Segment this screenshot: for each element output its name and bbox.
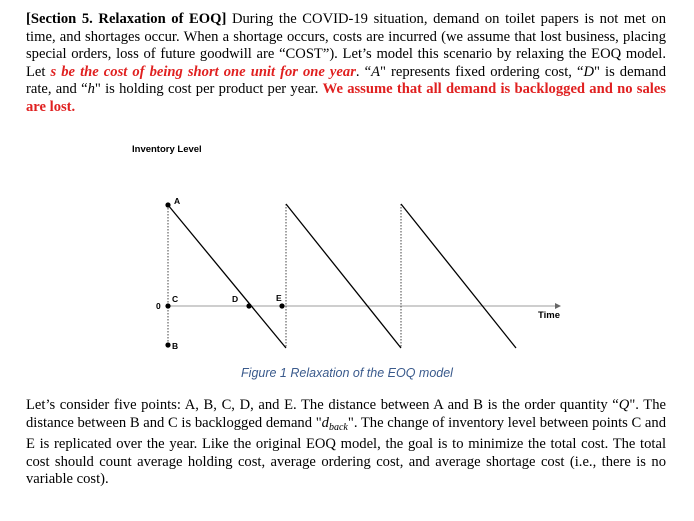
depletion-line-2: [286, 204, 401, 348]
x-axis-label: Time: [538, 310, 561, 321]
backlog-assumption: We assume that all demand is backlogged and no sales are lost.: [26, 81, 666, 115]
point-c-marker: [165, 303, 170, 308]
point-e-marker: [279, 303, 284, 308]
y-axis-label: Inventory Level: [132, 144, 202, 155]
body-paragraph: Let’s consider five points: A, B, C, D, and E. The distance between A and B is the order quantity “Q". The distance between B and C is backlogged demand "$d_{back}$". The change of inventory level between points C and E is replicated over the year. Like the original EOQ model, the goal is to minimize the total cost. The total cost should count average holding cost, average ordering cost, and average shortage cost (i.e., there is no variable cost).: [26, 397, 667, 488]
point-b-marker: [165, 342, 170, 347]
point-a-label: A: [174, 196, 181, 206]
point-d-marker: [246, 303, 251, 308]
figure-caption: Figure 1 Relaxation of the EOQ model: [241, 366, 453, 380]
point-b-label: B: [172, 341, 179, 351]
time-axis-arrow: [555, 303, 561, 309]
depletion-line-1: [168, 205, 286, 348]
point-e-label: E: [276, 293, 282, 303]
intro-paragraph: [Section 5. Relaxation of EOQ] During the COVID-19 situation, demand on toilet papers is not met on time, and shortages occur. When a shortage occurs, costs are incurred (we assume that lost business, placing special orders, loss of future goodwill are “COST”). Let’s model this scenario by relaxing the EOQ model. Let s be the cost of being short one unit for one year. “A" represents fixed ordering cost, “D" is demand rate, and “h" is holding cost per product per year. We assume that all demand is backlogged and no sales are lost.: [26, 11, 667, 115]
point-d-label: D: [232, 294, 239, 304]
s-definition: s be the cost of being short one unit for one year: [50, 63, 356, 80]
depletion-line-3: [401, 204, 516, 348]
section-heading: [Section 5. Relaxation of EOQ]: [26, 11, 227, 27]
point-c-label: C: [172, 294, 179, 304]
origin-label: 0: [156, 301, 161, 311]
point-a-marker: [165, 202, 170, 207]
